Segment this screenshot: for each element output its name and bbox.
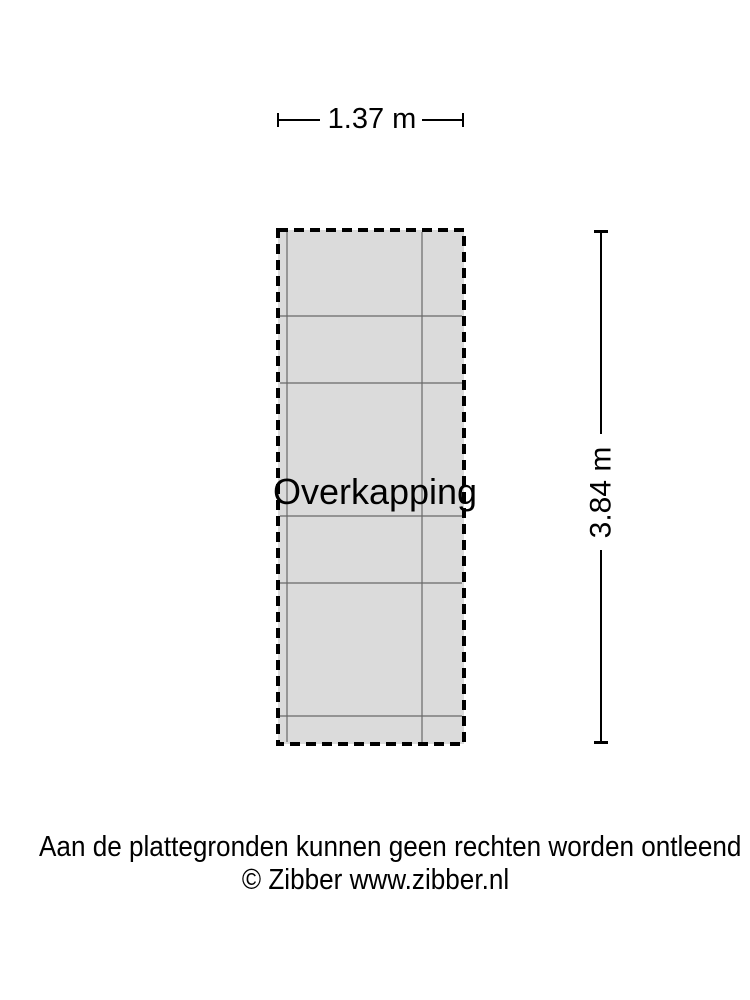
width-dim-right-tick bbox=[462, 113, 464, 127]
disclaimer-line bbox=[0, 831, 750, 864]
height-dim-bottom-line bbox=[600, 550, 602, 742]
copyright-text: © Zibber www.zibber.nl bbox=[241, 864, 509, 896]
width-dim-right-line bbox=[422, 119, 462, 121]
room-label: Overkapping bbox=[272, 471, 478, 512]
footer bbox=[0, 831, 750, 897]
disclaimer-text: Aan de plattegronden kunnen geen rechten worden ontleend bbox=[39, 831, 742, 863]
height-dim-label: 3.84 m bbox=[584, 446, 618, 539]
height-dim-bottom-tick bbox=[594, 741, 608, 744]
copyright-line bbox=[0, 864, 750, 897]
width-dim-label: 1.37 m bbox=[327, 103, 417, 135]
